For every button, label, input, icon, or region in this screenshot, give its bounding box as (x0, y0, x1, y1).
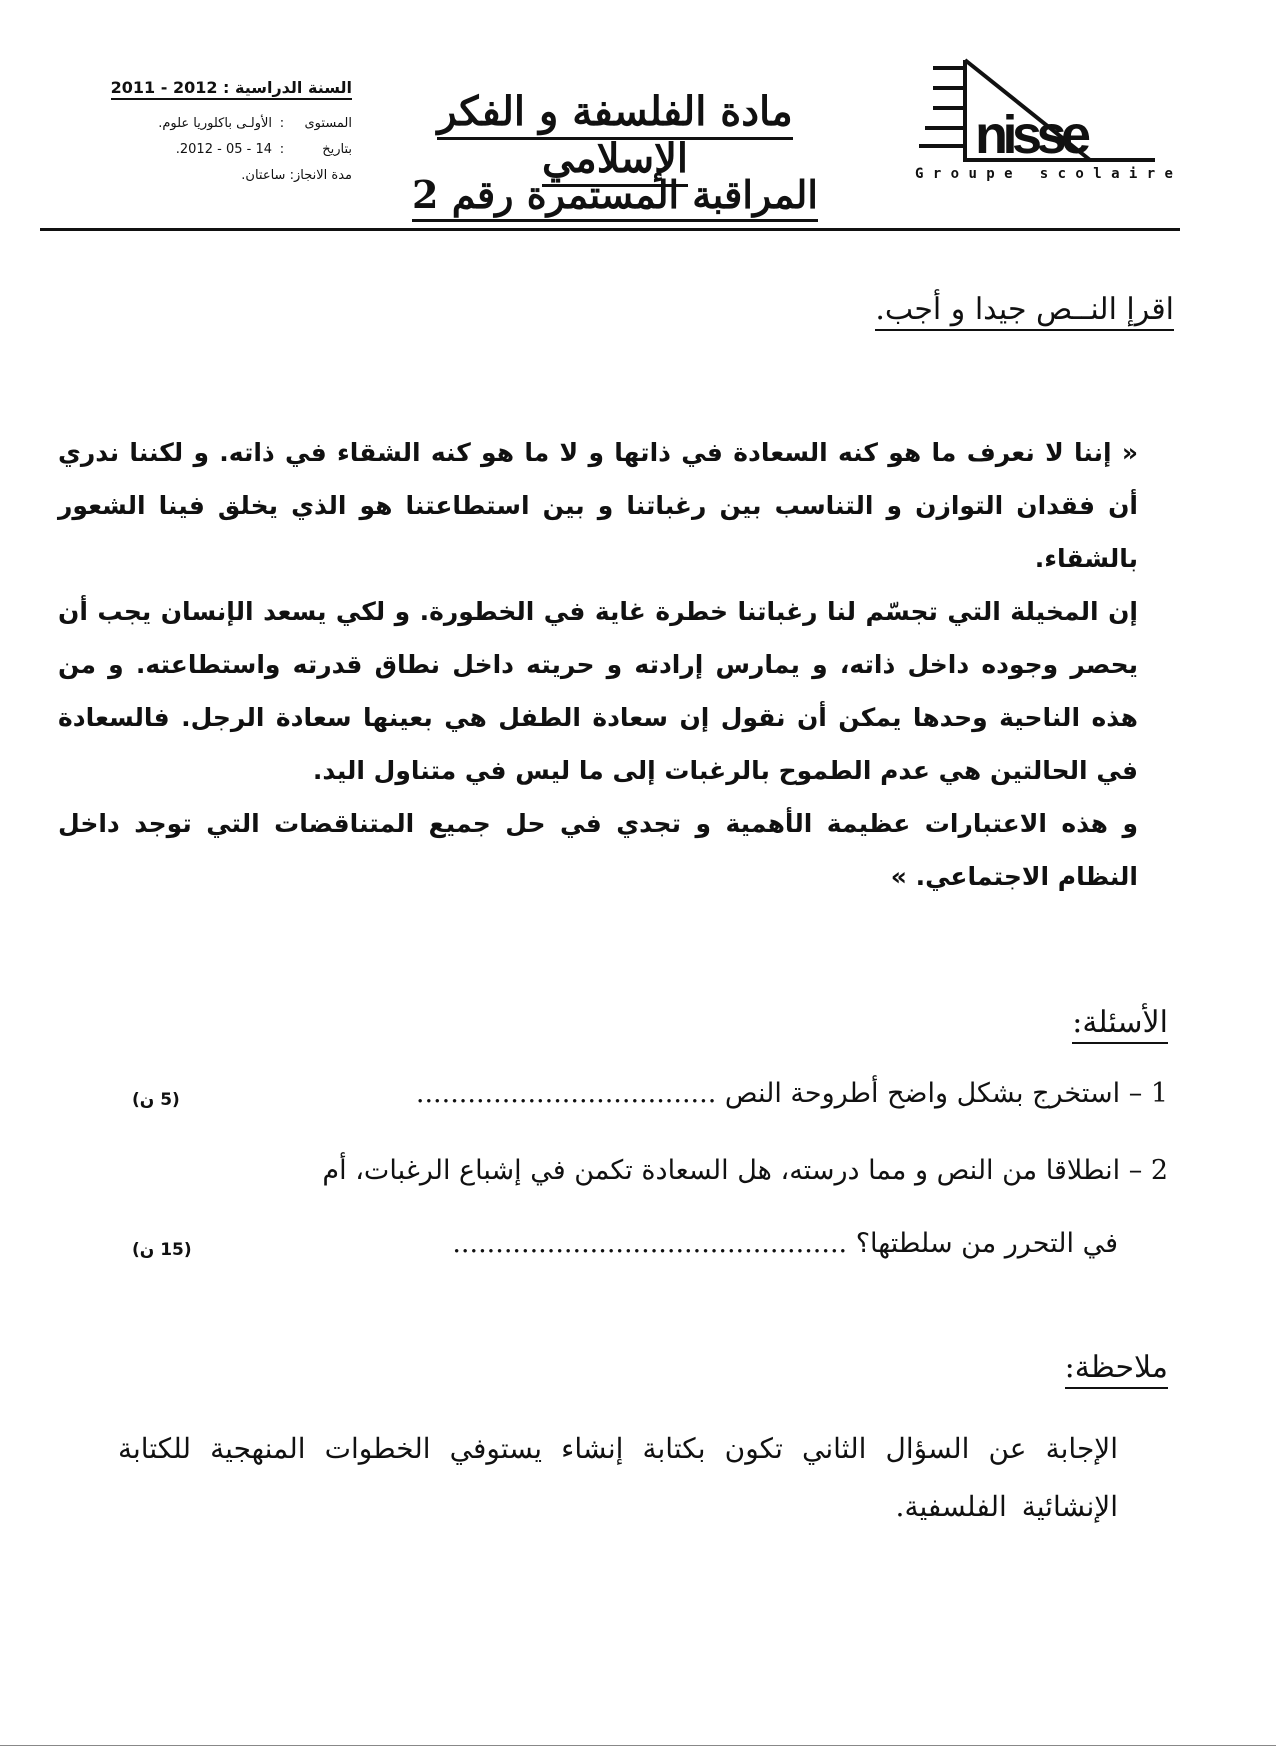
subject-title (395, 88, 835, 182)
question-1-points: (5 ن) (132, 1090, 180, 1110)
passage-paragraph-3: و هذه الاعتبارات عظيمة الأهمية و تجدي في حل جميع المتناقضات التي توجد داخل النظام الاجتماعي. » (58, 809, 1138, 891)
exam-title (395, 172, 835, 217)
date-value: 14 - 05 - 2012. (175, 142, 272, 157)
school-logo (915, 50, 1175, 210)
logo-name: nisse (975, 105, 1091, 165)
date-label: بتاريخ (322, 142, 352, 157)
duration-value: ساعتان. (241, 168, 286, 183)
scan-edge-line (0, 1745, 1276, 1746)
question-2-points: (15 ن) (132, 1240, 192, 1260)
subject-title-text: مادة الفلسفة و الفكر الإسلامي (437, 88, 792, 187)
passage-paragraph-1: « إننا لا نعرف ما هو كنه السعادة في ذاتها و لا ما هو كنه الشقاء في ذاته. و لكننا ندري أن فقدان التوازن و التناسب بين رغباتنا و بين استطاعتنا هو الذي يخلق فينا الشعور بالشقاء. (58, 438, 1138, 573)
school-year-value: 2011 - 2012 (110, 78, 218, 97)
note-heading-text: ملاحظة: (1065, 1350, 1168, 1389)
level-value: الأولـى باكلوريا علوم. (158, 116, 272, 131)
question-2-dots: .............................................. (452, 1228, 848, 1259)
level-row (158, 116, 352, 131)
question-2-text: 2 – انطلاقا من النص و مما درسته، هل السعادة تكمن في إشباع الرغبات، أم (322, 1155, 1168, 1186)
date-row (176, 142, 352, 157)
exam-title-text: المراقبة المستمرة رقم 2 (412, 172, 818, 222)
logo-subtitle: Groupe scolaire (915, 166, 1173, 182)
instruction (875, 292, 1174, 327)
note-heading (1065, 1350, 1168, 1385)
question-2-continuation (452, 1228, 1118, 1259)
question-2-cont-text: في التحرر من سلطتها؟ (855, 1228, 1118, 1259)
questions-heading (1072, 1005, 1168, 1040)
instruction-text: اقرإ النــص جيدا و أجب. (875, 292, 1174, 331)
questions-heading-text: الأسئلة: (1072, 1005, 1168, 1044)
question-2 (322, 1155, 1168, 1186)
question-1-dots: ................................... (415, 1078, 717, 1109)
header-divider (40, 228, 1180, 231)
date-colon: : (279, 142, 285, 157)
question-1-text: 1 – استخرج بشكل واضح أطروحة النص (724, 1078, 1168, 1109)
passage-paragraph-2: إن المخيلة التي تجسّم لنا رغباتنا خطرة غاية في الخطورة. و لكي يسعد الإنسان يجب أن يحصر وجوده داخل ذاته، و يمارس إرادته و حريته داخل نطاق قدرته واستطاعته. و من هذه الناحية وحدها يمكن أن نقول إن سعادة الطفل هي بعينها سعادة الرجل. فالسعادة في الحالتين هي عدم الطموح بالرغبات إلى ما ليس في متناول اليد. (58, 597, 1138, 785)
question-1 (416, 1078, 1168, 1109)
duration-label: مدة الانجاز: (289, 168, 352, 183)
level-label: المستوى (304, 116, 352, 131)
duration-row (241, 168, 352, 183)
passage (58, 426, 1138, 903)
level-colon: : (279, 116, 285, 131)
note-text: الإجابة عن السؤال الثاني تكون بكتابة إنشاء يستوفي الخطوات المنهجية للكتابة الإنشائية الفلسفية. (118, 1432, 1118, 1523)
school-year-label: السنة الدراسية : (223, 78, 352, 100)
exam-info-block (40, 66, 352, 206)
school-year (111, 78, 352, 97)
